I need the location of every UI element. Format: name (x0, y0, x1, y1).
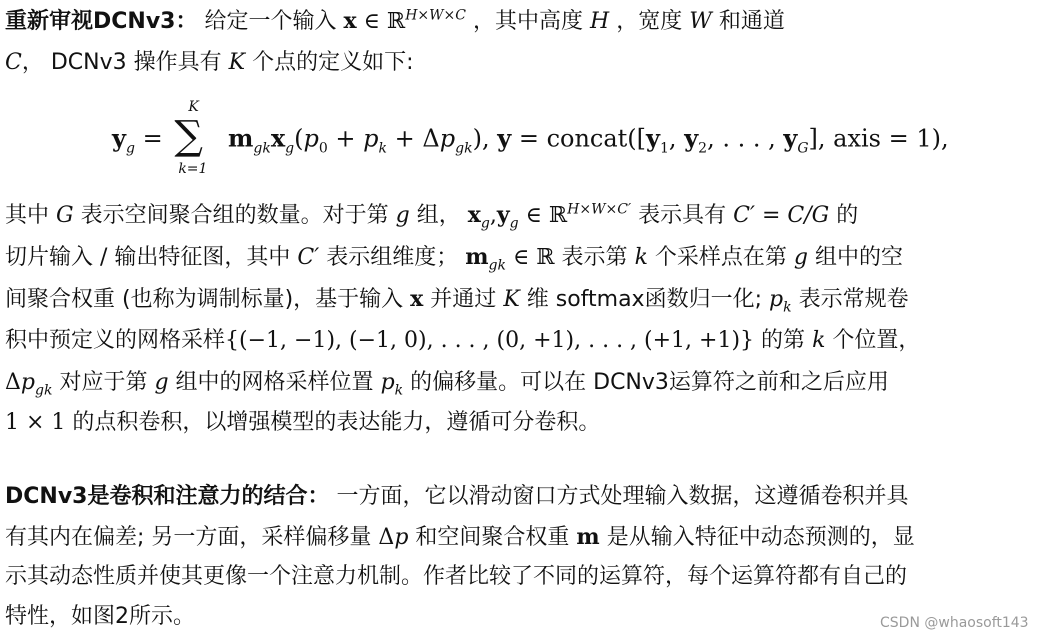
math-plus: + (394, 124, 415, 153)
text-span: 和空间聚合权重 (415, 525, 570, 550)
summation (174, 100, 216, 180)
math-subscript: 0 (318, 140, 328, 157)
math-concat: concat([ (546, 124, 647, 153)
text-line-1 (5, 6, 785, 37)
math-superscript: H×W×C′ (567, 201, 632, 218)
text-span: 的第 (761, 328, 806, 353)
math-in-reals: ∈ ℝ (512, 245, 555, 270)
text-span: 组中的网格采样位置 (175, 370, 374, 395)
text-span: 组， (416, 203, 461, 228)
text-line-2 (5, 48, 414, 78)
math-reals: ℝ (548, 203, 568, 228)
math-equals: = (518, 124, 539, 153)
text-line-4 (5, 242, 903, 273)
math-subscript: gk (253, 140, 271, 157)
text-span: 维 softmax函数归一化; (526, 287, 762, 312)
math-subscript: 1 (659, 140, 669, 157)
text-span: ，其中高度 (472, 9, 583, 34)
math-m: m (576, 524, 600, 550)
math-eq: = C/G (761, 203, 830, 228)
math-subscript: gk (488, 257, 506, 274)
equation-dcnv3 (112, 100, 949, 190)
math-in: ∈ (363, 9, 380, 34)
text-span: 的点积卷积，以增强模型的表达能力，遵循可分卷积。 (72, 410, 601, 435)
math-p: p (769, 287, 784, 312)
math-plus: + (335, 124, 356, 153)
math-bracket: ], (808, 124, 826, 153)
math-p: p (394, 525, 409, 550)
text-span: 的 (836, 203, 859, 228)
text-span: 个采样点在第 (654, 245, 787, 270)
math-reals: ℝ (386, 9, 406, 34)
math-y: y (496, 202, 510, 228)
math-g: g (395, 203, 410, 228)
text-span: 特性，如图2所示。 (5, 604, 195, 629)
sum-upper-limit: K (188, 99, 199, 115)
math-K: K (503, 287, 520, 312)
math-subscript: G (797, 140, 809, 157)
text-line-12 (5, 602, 195, 632)
math-Cprime: C′ (733, 203, 755, 228)
math-y: y (646, 123, 660, 153)
math-comma: , (489, 203, 497, 228)
math-g: g (154, 370, 169, 395)
text-span: 表示第 (561, 245, 628, 270)
math-equals: = (142, 124, 163, 153)
text-span: 和通道 (718, 9, 785, 34)
text-span: ， (21, 50, 44, 75)
math-m: m (465, 244, 489, 270)
text-line-3 (5, 200, 858, 231)
text-span: 示其动态性质并使其更像一个注意力机制。作者比较了不同的运算符，每个运算符都有自己的 (5, 564, 908, 589)
math-y: y (684, 123, 699, 153)
text-line-5 (5, 284, 909, 315)
math-H: H (590, 9, 610, 34)
math-axis: axis (833, 124, 881, 153)
text-line-11 (5, 562, 907, 592)
text-span: 组中的空 (815, 245, 904, 270)
math-delta: Δ (5, 370, 21, 395)
text-span: 一方面，它以滑动窗口方式处理输入数据，这遵循卷积并具 (336, 484, 909, 509)
math-subscript: 2 (698, 140, 708, 157)
text-span: 给定一个输入 (204, 9, 337, 34)
math-p: p (303, 124, 319, 153)
math-m: m (227, 123, 254, 153)
math-subscript: k (378, 140, 388, 157)
text-span: 积中预定义的网格采样 (5, 328, 226, 353)
text-span: 的偏移量。可以在 DCNv3运算符之前和之后应用 (410, 370, 889, 395)
text-span: 个点的定义如下: (252, 50, 414, 75)
text-span: 个位置， (832, 328, 921, 353)
text-span: 表示组维度； (326, 245, 459, 270)
math-end: = 1), (888, 124, 949, 153)
math-dots: , . . . , (707, 124, 776, 153)
math-in: ∈ (525, 203, 542, 228)
math-superscript: H×W×C (405, 7, 466, 24)
math-W: W (689, 9, 712, 34)
text-span: 切片输入 / 输出特征图，其中 (5, 245, 291, 270)
sum-lower-limit: k=1 (178, 161, 208, 177)
math-y: y (497, 123, 512, 153)
math-x: x (343, 8, 357, 34)
math-C: C (5, 50, 22, 75)
text-span: ，宽度 (616, 9, 683, 34)
section-heading-revisit: 重新审视DCNv3： (5, 9, 198, 34)
math-1x1: 1 × 1 (5, 410, 66, 435)
math-K: K (228, 50, 246, 75)
math-x: x (270, 123, 286, 153)
math-Cprime: C′ (297, 245, 320, 270)
math-delta: Δ (378, 525, 395, 550)
section-heading-combination: DCNv3是卷积和注意力的结合： (5, 484, 330, 509)
text-span: 表示常规卷 (798, 287, 909, 312)
math-subscript: g (285, 140, 295, 157)
sum-sign: ∑ (174, 113, 203, 159)
math-p: p (20, 370, 35, 395)
math-p: p (363, 124, 379, 153)
watermark-csdn: CSDN @whaosoft143 (880, 615, 1029, 631)
text-span: 间聚合权重 (也称为调制标量)，基于输入 (5, 287, 404, 312)
text-span: 有其内在偏差; 另一方面，采样偏移量 (5, 525, 372, 550)
math-paren: ), (472, 124, 490, 153)
math-x: x (410, 286, 424, 312)
math-subscript: k (394, 382, 404, 399)
math-g: g (793, 245, 809, 270)
text-span: 是从输入特征中动态预测的，显 (606, 525, 915, 550)
text-span: 表示空间聚合组的数量。对于第 (80, 203, 389, 228)
math-subscript: gk (34, 382, 53, 399)
text-line-7 (5, 368, 889, 398)
text-line-10 (5, 522, 915, 553)
text-span: 其中 (5, 203, 50, 228)
math-y: y (783, 123, 798, 153)
math-G: G (56, 203, 74, 228)
math-subscript: g (509, 215, 519, 232)
math-p: p (439, 124, 456, 153)
text-span: DCNv3 操作具有 (50, 50, 222, 75)
text-span: 表示具有 (638, 203, 727, 228)
math-grid-set: {(−1, −1), (−1, 0), . . . , (0, +1), . . . , (+1, +1)} (225, 328, 755, 353)
math-p: p (380, 370, 395, 395)
math-subscript: k (783, 299, 792, 316)
math-k: k (812, 328, 826, 353)
math-subscript: g (125, 140, 135, 157)
text-line-9 (5, 482, 908, 512)
math-k: k (634, 245, 648, 270)
math-delta: Δ (422, 124, 440, 153)
text-span: 并通过 (430, 287, 497, 312)
math-subscript: g (480, 215, 490, 232)
math-comma: , (668, 124, 677, 153)
text-span: 对应于第 (59, 370, 148, 395)
text-line-8 (5, 408, 600, 438)
math-paren: ( (294, 124, 304, 153)
math-subscript: gk (455, 140, 473, 157)
math-x: x (467, 202, 481, 228)
math-y: y (112, 123, 126, 153)
text-line-6 (5, 326, 920, 356)
